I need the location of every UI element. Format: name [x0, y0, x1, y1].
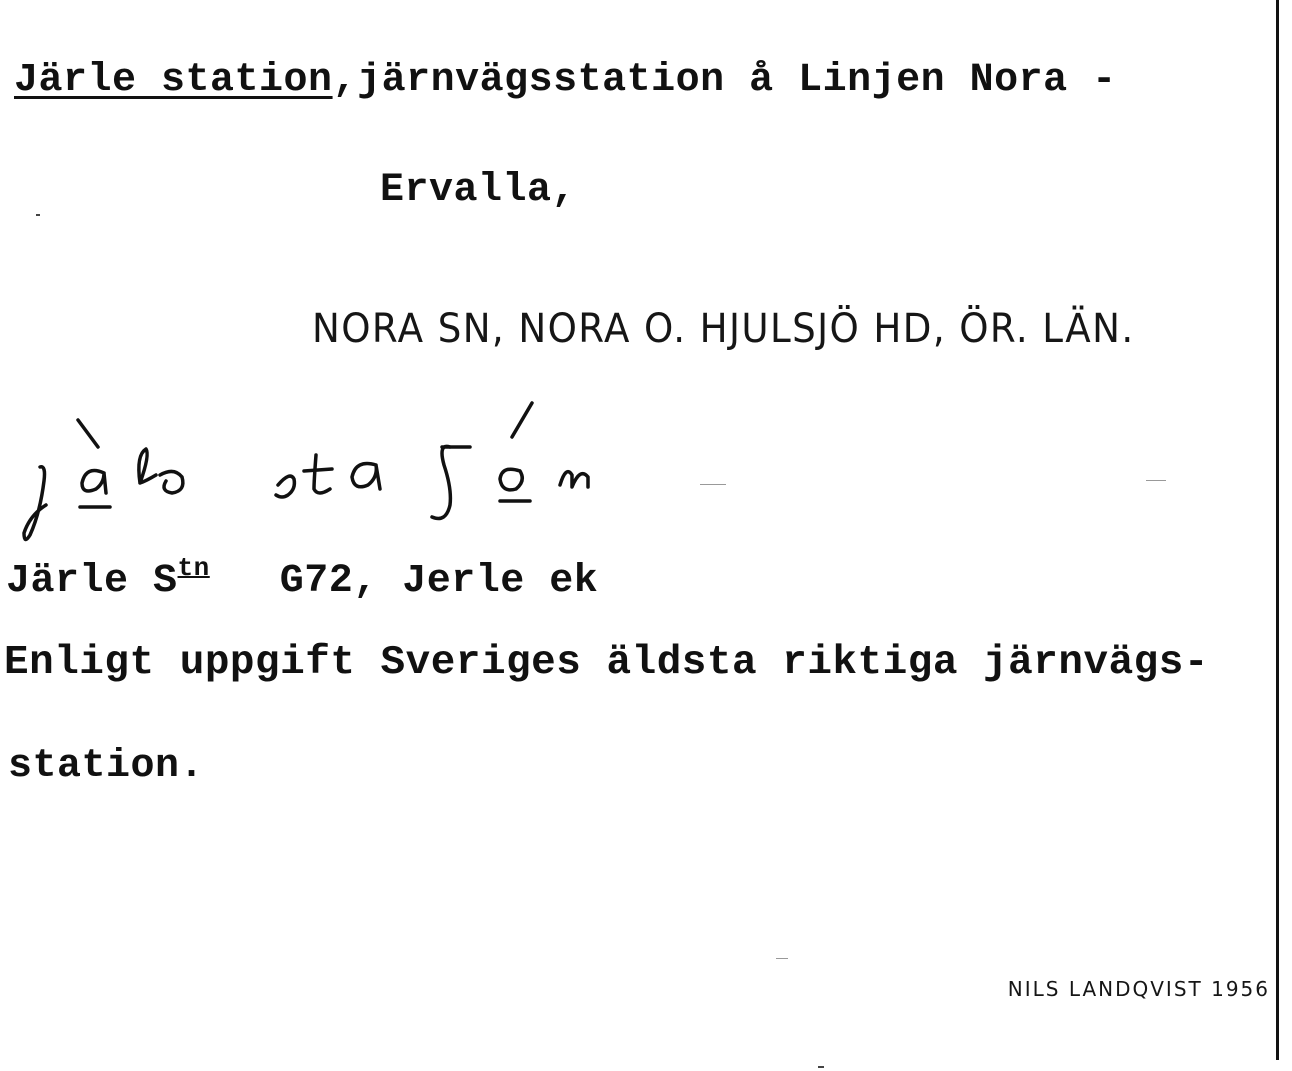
card-edge-line: [1276, 0, 1279, 1060]
form-reference: G72, Jerle ek: [279, 559, 599, 604]
note-line-1: Enligt uppgift Sveriges äldsta riktiga järnvägs-: [4, 640, 1209, 686]
form-abbrev-superscript: tn: [177, 553, 210, 583]
scan-speck: [818, 1066, 824, 1068]
phonetic-transcription-handwriting: [0, 385, 640, 545]
headword: Järle station: [14, 58, 333, 103]
form-name: Järle S: [6, 559, 178, 604]
form-reference-line: [6, 553, 598, 604]
definition-line-2: Ervalla,: [380, 168, 577, 213]
scan-speck: [1146, 480, 1166, 481]
parish-line: NORA SN, NORA O. HJULSJÖ HD, ÖR. LÄN.: [312, 306, 1135, 352]
entry-line-1: [14, 58, 1117, 103]
signature-imprint: NILS LANDQVIST 1956: [1007, 977, 1270, 1001]
note-line-2: station.: [8, 744, 205, 789]
definition-line-1: ,järnvägsstation å Linjen Nora -: [332, 58, 1117, 103]
scan-speck: [776, 958, 788, 959]
scan-speck: [36, 214, 40, 216]
scan-speck: [700, 484, 726, 485]
